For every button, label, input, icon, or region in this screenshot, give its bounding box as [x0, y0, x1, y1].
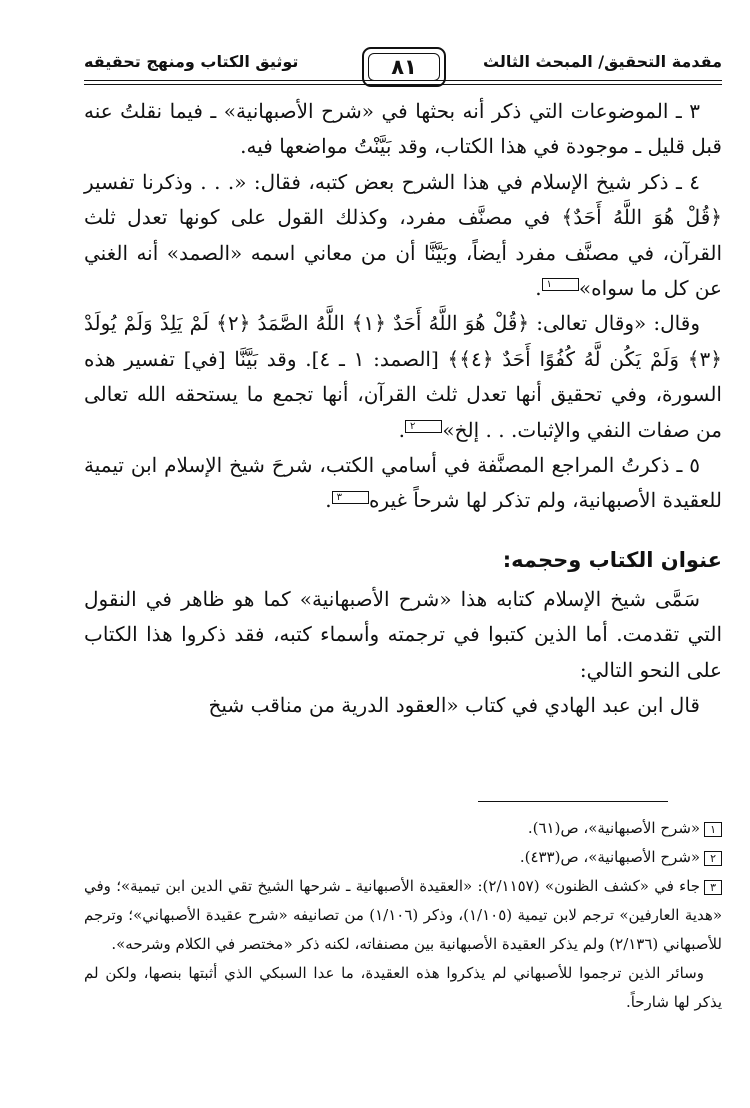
paragraph-point-3: ٣ ـ الموضوعات التي ذكر أنه بحثها في «شرح الأصبهانية» ـ فيما نقلتُ عنه قبل قليل ـ موجودة في هذا الكتاب، وقد بَيَّنْتُ مواضعها فيه.: [84, 99, 722, 159]
main-text: [84, 94, 722, 724]
footnote-1: ١«شرح الأصبهانية»، ص(٦١).: [84, 814, 722, 843]
paragraph-point-5: ٥ ـ ذكرتُ المراجع المصنَّفة في أسامي الكتب، شرحَ شيخ الإسلام ابن تيمية للعقيدة الأصبهانية، ولم تذكر لها شرحاً غيره٣.: [84, 453, 722, 513]
paragraph-point-4: ٤ ـ ذكر شيخ الإسلام في هذا الشرح بعض كتبه، فقال: «. . . وذكرنا تفسير ﴿قُلْ هُوَ اللَّهُ أَحَدٌ﴾ في مصنَّف مفرد، وكذلك القول على كونها تعدل ثلث القرآن، في مصنَّف مفرد أيضاً، وبَيَّنَّا أن من معاني اسمه «الصمد» أنه الغني عن كل ما سواه»١.: [84, 169, 722, 301]
footnote-2: ٢«شرح الأصبهانية»، ص(٤٣٣).: [84, 843, 722, 872]
footnote-number: ١: [704, 822, 722, 837]
running-header-section: توثيق الكتاب ومنهج تحقيقه: [84, 52, 299, 71]
footnote-separator: [478, 801, 668, 802]
footnotes: [84, 814, 722, 1017]
footnote-ref-3[interactable]: ٣: [332, 491, 369, 504]
header-rule: [84, 80, 722, 81]
footnote-3: ٣جاء في «كشف الظنون» (٢/١١٥٧): «العقيدة الأصبهانية ـ شرحها الشيخ تقي الدين ابن تيمية»؛ وفي «هدية العارفين» ترجم لابن تيمية (١/١٠٥)، وذكر (١/١٠٦) من تصانيفه «شرح عقيدة الأصبهاني»؛ وترجم للأصبهاني (٢/١٣٦) ولم يذكر العقيدة الأصبهانية بين مصنفاته، لكنه ذكر «مختصر في الكلام وشرحه».: [84, 877, 722, 953]
footnote-ref-2[interactable]: ٢: [405, 420, 442, 433]
page-number: ٨١: [368, 53, 440, 81]
header-rule-thin: [84, 84, 722, 85]
footnote-number: ٣: [704, 880, 722, 895]
paragraph-title: سَمَّى شيخ الإسلام كتابه هذا «شرح الأصبهانية» كما هو ظاهر في النقول التي تقدمت. أما الذين كتبوا في ترجمته وأسماء كتبه، فقد ذكروا هذا الكتاب على النحو التالي:: [84, 586, 722, 682]
section-heading: عنوان الكتاب وحجمه:: [502, 547, 722, 572]
paragraph-ibn-abd-alhadi: قال ابن عبد الهادي في كتاب «العقود الدرية من مناقب شيخ: [208, 693, 700, 718]
footnote-3-continuation: وسائر الذين ترجموا للأصبهاني لم يذكروا هذه العقيدة، ما عدا السبكي الذي أثبتها بنصها، ولكن لم يذكر لها شارحاً.: [84, 964, 722, 1011]
running-header-chapter: مقدمة التحقيق/ المبحث الثالث: [482, 52, 722, 71]
page-number-box: [362, 47, 446, 87]
paragraph-quote: وقال: «وقال تعالى: ﴿قُلْ هُوَ اللَّهُ أَحَدٌ ﴿١﴾ اللَّهُ الصَّمَدُ ﴿٢﴾ لَمْ يَلِدْ وَلَمْ يُولَدْ ﴿٣﴾ وَلَمْ يَكُن لَّهُ كُفُوًا أَحَدٌ ﴿٤﴾﴾ [الصمد: ١ ـ ٤]. وقد بَيَّنَّا [في] تفسير هذه السورة، وفي تحقيق أنها تعدل ثلث القرآن، أنها تجمع ما يستحقه الله تعالى من صفات النفي والإثبات. . . إلخ»٢.: [84, 311, 722, 442]
footnote-number: ٢: [704, 851, 722, 866]
footnote-ref-1[interactable]: ١: [542, 278, 579, 291]
